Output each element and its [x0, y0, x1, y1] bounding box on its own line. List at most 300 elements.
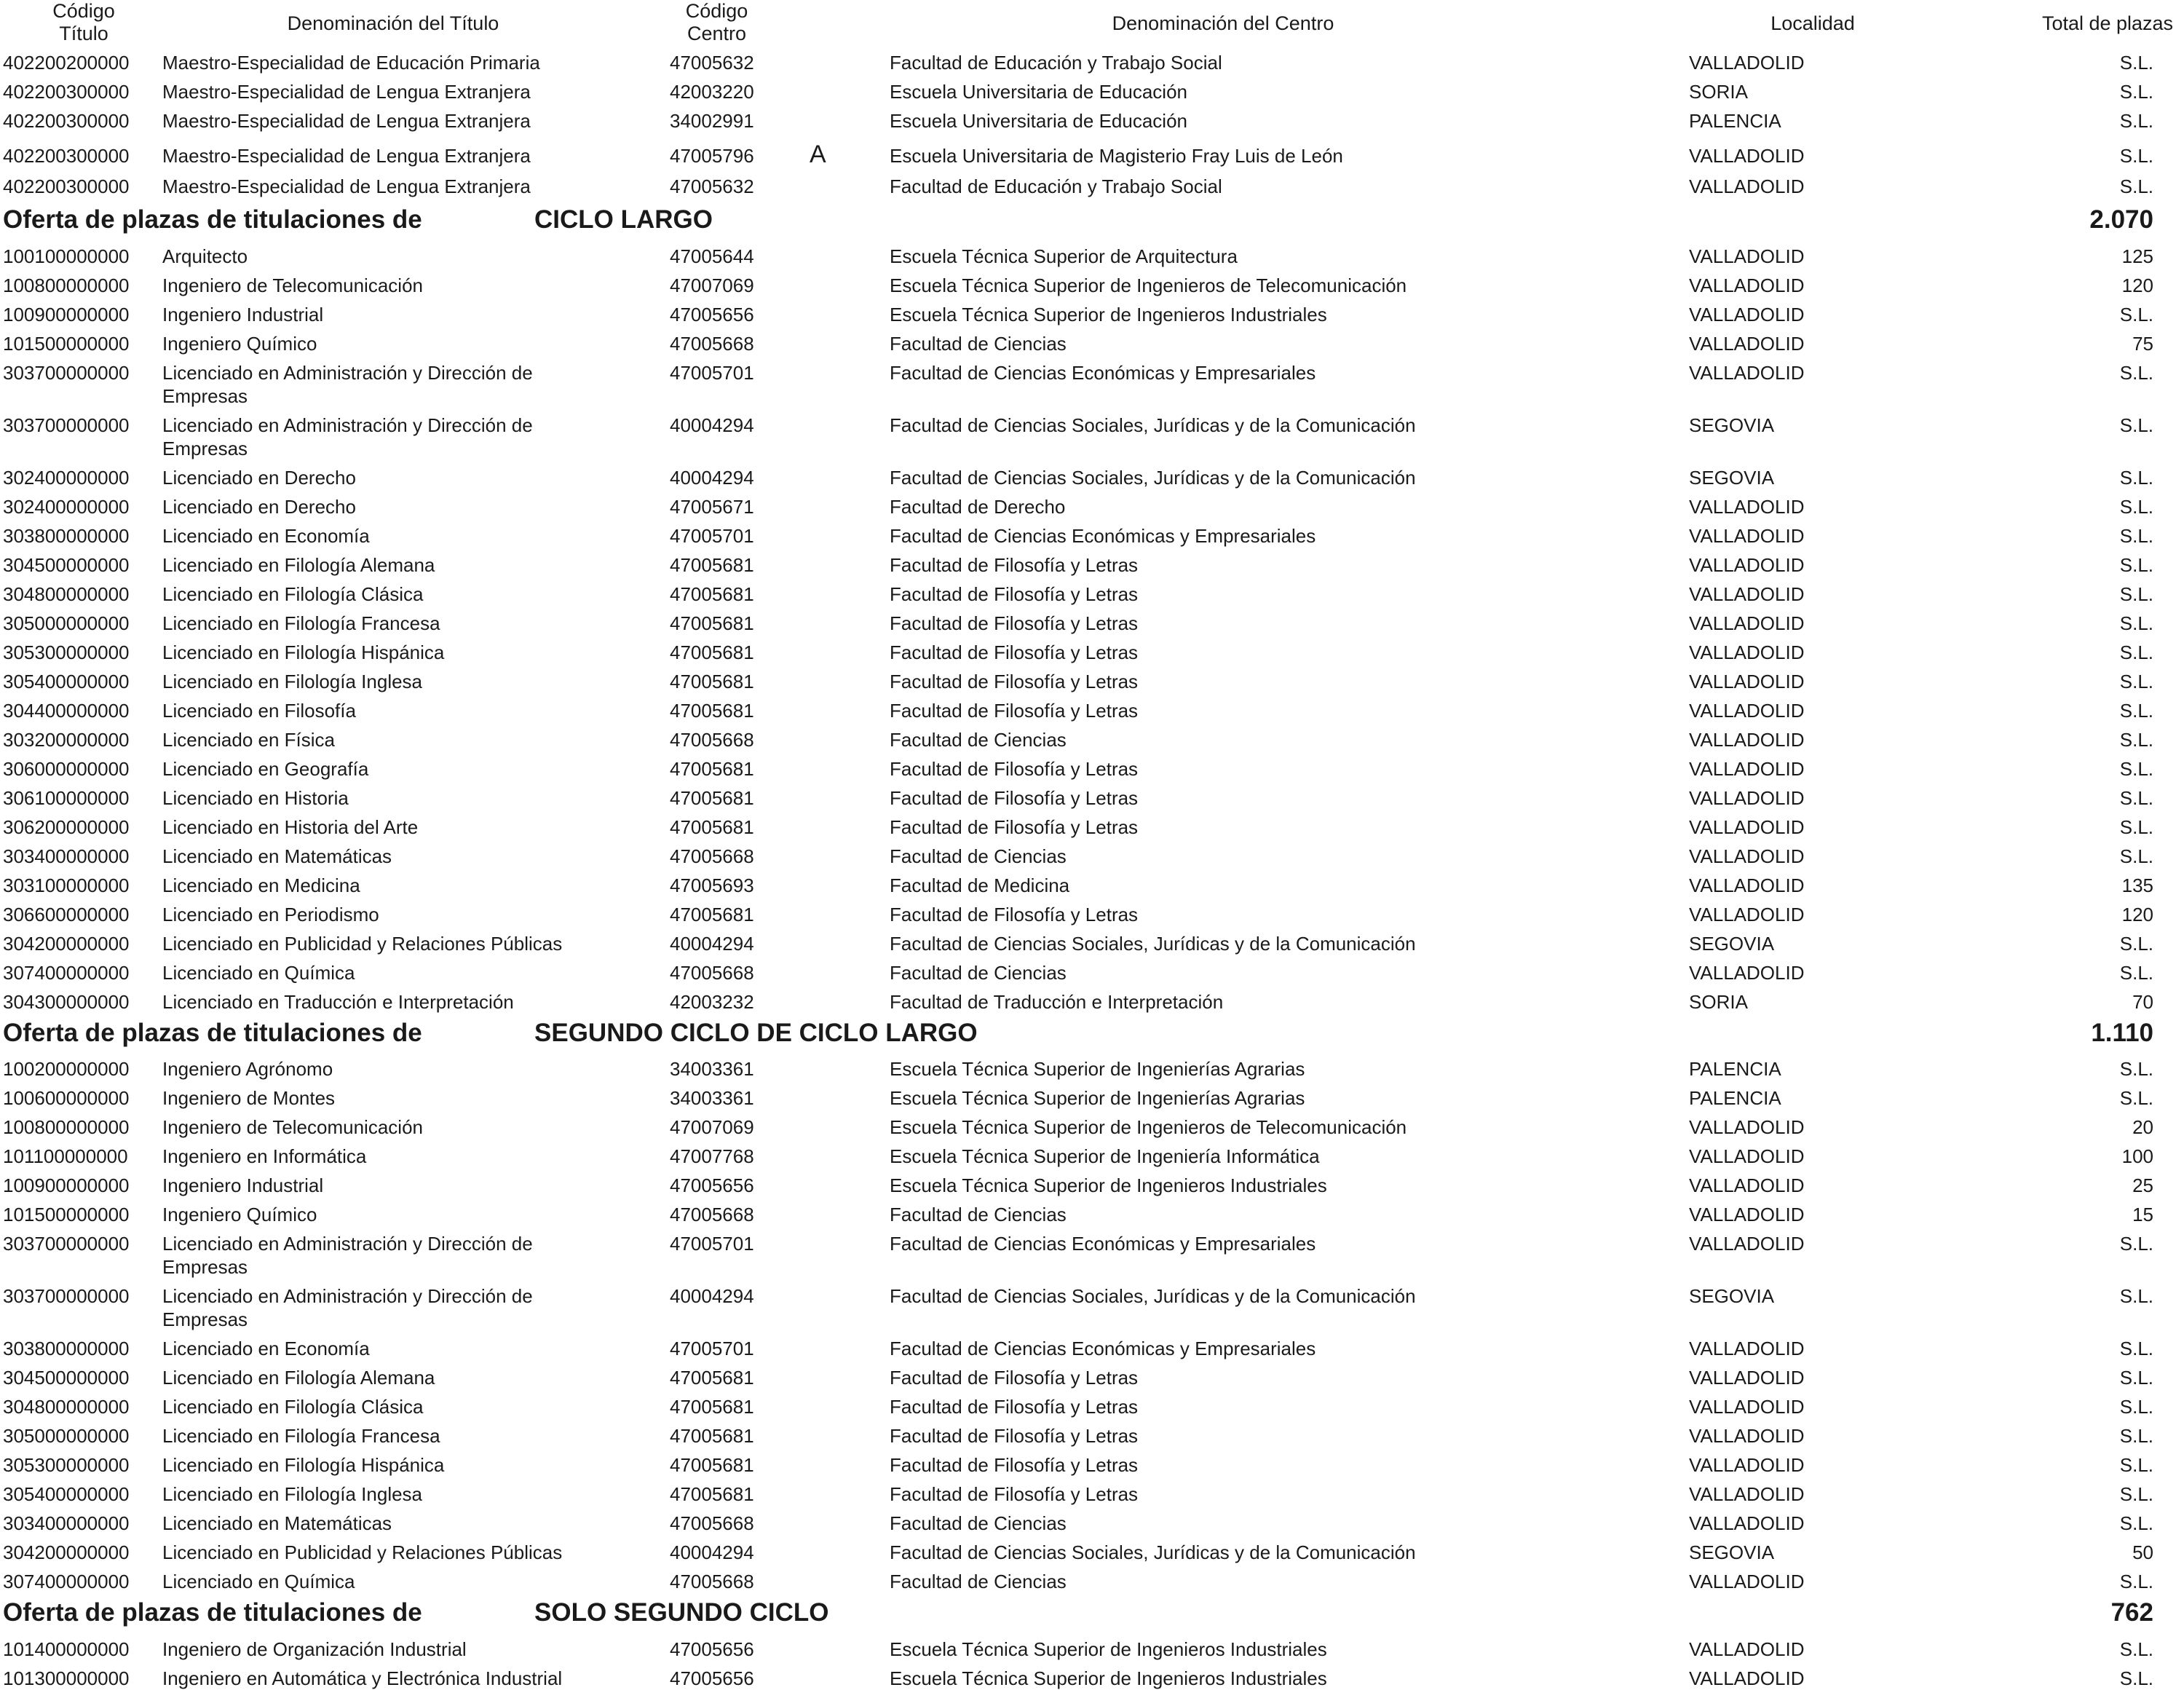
section-heading-type: SOLO SEGUNDO CICLO: [534, 1598, 829, 1627]
centro-name: Facultad de Ciencias: [890, 333, 1067, 355]
titulo-name: Licenciado en Historia del Arte: [162, 816, 419, 838]
titulo-code: 402200300000: [3, 175, 130, 197]
centro-code: 47005681: [670, 671, 754, 692]
centro-code: 34003361: [670, 1058, 754, 1080]
centro-code: 47005656: [670, 1174, 754, 1196]
titulo-name: Licenciado en Administración y Dirección de Empresas: [162, 414, 533, 459]
titulo-code: 303700000000: [3, 414, 130, 436]
locality: VALLADOLID: [1689, 729, 1805, 751]
centro-name: Facultad de Filosofía y Letras: [890, 904, 1139, 925]
total-plazas: S.L.: [2119, 1571, 2153, 1592]
centro-code: 47005668: [670, 1571, 754, 1592]
centro-name: Escuela Técnica Superior de Ingenierías Agrarias: [890, 1058, 1305, 1080]
titulo-name: Licenciado en Derecho: [162, 496, 356, 518]
titulo-code: 305400000000: [3, 671, 130, 692]
centro-name: Facultad de Filosofía y Letras: [890, 758, 1139, 780]
locality: VALLADOLID: [1689, 175, 1805, 197]
locality: VALLADOLID: [1689, 1396, 1805, 1418]
locality: VALLADOLID: [1689, 874, 1805, 896]
titulo-name: Licenciado en Química: [162, 1571, 355, 1592]
titulo-code: 101100000000: [3, 1145, 128, 1167]
locality: VALLADOLID: [1689, 362, 1805, 384]
centro-code: 42003232: [670, 991, 754, 1013]
centro-code: 47007069: [670, 1116, 754, 1138]
centro-name: Facultad de Ciencias Sociales, Jurídicas y de la Comunicación: [890, 467, 1416, 489]
titulo-name: Ingeniero Químico: [162, 333, 317, 355]
titulo-name: Ingeniero Agrónomo: [162, 1058, 333, 1080]
titulo-code: 303100000000: [3, 874, 130, 896]
centro-code: 47005681: [670, 1483, 754, 1505]
centro-name: Escuela Técnica Superior de Ingenieros Industriales: [890, 1638, 1327, 1660]
locality: VALLADOLID: [1689, 962, 1805, 984]
section-heading-total: 2.070: [2089, 205, 2153, 234]
total-plazas: S.L.: [2119, 671, 2153, 692]
titulo-name: Licenciado en Química: [162, 962, 355, 984]
centro-code: 47005681: [670, 787, 754, 809]
centro-code: 47005701: [670, 1338, 754, 1359]
titulo-code: 402200300000: [3, 145, 130, 167]
header-total-plazas: Total de plazas: [2041, 12, 2174, 34]
total-plazas: S.L.: [2119, 304, 2153, 325]
centro-name: Facultad de Ciencias: [890, 845, 1067, 867]
locality: VALLADOLID: [1689, 496, 1805, 518]
centro-name: Escuela Universitaria de Educación: [890, 110, 1187, 132]
locality: VALLADOLID: [1689, 245, 1805, 267]
titulo-code: 305300000000: [3, 1454, 130, 1476]
titulo-name: Ingeniero Industrial: [162, 304, 324, 325]
total-plazas: S.L.: [2119, 1512, 2153, 1534]
titulo-name: Ingeniero de Organización Industrial: [162, 1638, 467, 1660]
header-denominacion-centro: Denominación del Centro: [1112, 12, 1334, 34]
titulo-name: Licenciado en Historia: [162, 787, 349, 809]
total-plazas: S.L.: [2119, 933, 2153, 955]
centro-code: 40004294: [670, 933, 754, 955]
centro-code: 47005656: [670, 1638, 754, 1660]
centro-code: 47005668: [670, 962, 754, 984]
total-plazas: S.L.: [2119, 1425, 2153, 1447]
locality: VALLADOLID: [1689, 904, 1805, 925]
titulo-code: 101300000000: [3, 1667, 130, 1689]
centro-code: 47005681: [670, 758, 754, 780]
total-plazas: 125: [2121, 245, 2153, 267]
locality: SORIA: [1689, 81, 1748, 103]
locality: VALLADOLID: [1689, 52, 1805, 74]
titulo-code: 303200000000: [3, 729, 130, 751]
titulo-code: 306600000000: [3, 904, 130, 925]
titulo-code: 307400000000: [3, 1571, 130, 1592]
centro-name: Facultad de Filosofía y Letras: [890, 1396, 1139, 1418]
titulo-name: Licenciado en Geografía: [162, 758, 369, 780]
centro-name: Facultad de Filosofía y Letras: [890, 554, 1139, 576]
centro-name: Facultad de Filosofía y Letras: [890, 641, 1139, 663]
total-plazas: S.L.: [2119, 1667, 2153, 1689]
centro-name: Facultad de Ciencias: [890, 962, 1067, 984]
centro-name: Escuela Técnica Superior de Ingenieros Industriales: [890, 1174, 1327, 1196]
locality: VALLADOLID: [1689, 1425, 1805, 1447]
centro-code: 47005668: [670, 1512, 754, 1534]
total-plazas: 100: [2121, 1145, 2153, 1167]
locality: VALLADOLID: [1689, 1116, 1805, 1138]
titulo-name: Licenciado en Filosofía: [162, 700, 356, 722]
titulo-name: Licenciado en Economía: [162, 1338, 370, 1359]
titulo-name: Licenciado en Traducción e Interpretación: [162, 991, 514, 1013]
total-plazas: S.L.: [2119, 414, 2153, 436]
titulo-name: Licenciado en Física: [162, 729, 336, 751]
centro-name: Escuela Técnica Superior de Ingenieros de Telecomunicación: [890, 275, 1407, 296]
titulo-name: Maestro-Especialidad de Lengua Extranjera: [162, 145, 531, 167]
centro-code: 47005701: [670, 362, 754, 384]
locality: VALLADOLID: [1689, 1454, 1805, 1476]
centro-code: 47005796: [670, 145, 754, 167]
titulo-name: Licenciado en Publicidad y Relaciones Públicas: [162, 933, 563, 955]
titulo-code: 304500000000: [3, 554, 130, 576]
centro-name: Facultad de Filosofía y Letras: [890, 1425, 1139, 1447]
centro-name: Facultad de Ciencias Sociales, Jurídicas y de la Comunicación: [890, 1285, 1416, 1307]
titulo-code: 304300000000: [3, 991, 130, 1013]
centro-code: 47005668: [670, 1204, 754, 1225]
locality: VALLADOLID: [1689, 758, 1805, 780]
centro-code: 47007069: [670, 275, 754, 296]
centro-code: 47005681: [670, 1396, 754, 1418]
annotation-mark: A: [810, 141, 826, 168]
titulo-name: Maestro-Especialidad de Lengua Extranjera: [162, 110, 531, 132]
titulo-code: 305000000000: [3, 612, 130, 634]
total-plazas: 70: [2132, 991, 2153, 1013]
centro-name: Facultad de Traducción e Interpretación: [890, 991, 1224, 1013]
total-plazas: S.L.: [2119, 1396, 2153, 1418]
centro-code: 47005701: [670, 1233, 754, 1255]
titulo-name: Licenciado en Filología Inglesa: [162, 671, 423, 692]
total-plazas: S.L.: [2119, 1483, 2153, 1505]
total-plazas: S.L.: [2119, 816, 2153, 838]
locality: VALLADOLID: [1689, 145, 1805, 167]
centro-code: 47005681: [670, 1425, 754, 1447]
total-plazas: S.L.: [2119, 525, 2153, 547]
locality: SORIA: [1689, 991, 1748, 1013]
centro-code: 47005632: [670, 175, 754, 197]
total-plazas: 120: [2121, 904, 2153, 925]
locality: VALLADOLID: [1689, 816, 1805, 838]
titulo-code: 101500000000: [3, 1204, 130, 1225]
locality: VALLADOLID: [1689, 525, 1805, 547]
centro-name: Escuela Técnica Superior de Ingenieros Industriales: [890, 1667, 1327, 1689]
titulo-code: 304800000000: [3, 1396, 130, 1418]
section-heading-lead: Oferta de plazas de titulaciones de: [3, 1598, 422, 1627]
centro-name: Escuela Técnica Superior de Ingenieros de Telecomunicación: [890, 1116, 1407, 1138]
titulo-code: 100800000000: [3, 1116, 130, 1138]
centro-code: 47005632: [670, 52, 754, 74]
section-heading: [0, 1597, 2184, 1629]
total-plazas: S.L.: [2119, 1338, 2153, 1359]
centro-name: Facultad de Filosofía y Letras: [890, 612, 1139, 634]
total-plazas: 120: [2121, 275, 2153, 296]
total-plazas: S.L.: [2119, 554, 2153, 576]
titulo-code: 303700000000: [3, 362, 130, 384]
titulo-name: Licenciado en Matemáticas: [162, 1512, 392, 1534]
titulo-code: 304500000000: [3, 1367, 130, 1389]
titulo-code: 100900000000: [3, 1174, 130, 1196]
centro-name: Escuela Universitaria de Educación: [890, 81, 1187, 103]
section-heading: [0, 204, 2184, 236]
titulo-name: Licenciado en Filología Hispánica: [162, 1454, 445, 1476]
total-plazas: S.L.: [2119, 145, 2153, 167]
titulo-code: 302400000000: [3, 496, 130, 518]
section-heading: [0, 1017, 2184, 1049]
total-plazas: S.L.: [2119, 467, 2153, 489]
titulo-code: 304200000000: [3, 1541, 130, 1563]
titulo-name: Ingeniero Industrial: [162, 1174, 324, 1196]
locality: PALENCIA: [1689, 1058, 1781, 1080]
centro-code: 47005668: [670, 845, 754, 867]
titulo-name: Licenciado en Filología Clásica: [162, 583, 424, 605]
centro-name: Facultad de Filosofía y Letras: [890, 1367, 1139, 1389]
centro-code: 34003361: [670, 1087, 754, 1109]
titulo-name: Ingeniero en Automática y Electrónica Industrial: [162, 1667, 563, 1689]
titulo-name: Licenciado en Periodismo: [162, 904, 379, 925]
titulo-code: 402200300000: [3, 110, 130, 132]
centro-name: Facultad de Filosofía y Letras: [890, 583, 1139, 605]
titulo-code: 303700000000: [3, 1233, 130, 1255]
centro-name: Facultad de Ciencias Económicas y Empresariales: [890, 525, 1316, 547]
total-plazas: S.L.: [2119, 1638, 2153, 1660]
titulo-code: 402200200000: [3, 52, 130, 74]
centro-code: 47005681: [670, 583, 754, 605]
locality: VALLADOLID: [1689, 787, 1805, 809]
section-heading-total: 1.110: [2091, 1019, 2153, 1047]
locality: VALLADOLID: [1689, 333, 1805, 355]
titulo-name: Ingeniero de Telecomunicación: [162, 275, 423, 296]
total-plazas: S.L.: [2119, 81, 2153, 103]
titulo-code: 101500000000: [3, 333, 130, 355]
titulo-name: Licenciado en Administración y Dirección de Empresas: [162, 362, 533, 407]
titulo-name: Licenciado en Filología Hispánica: [162, 641, 445, 663]
centro-name: Escuela Técnica Superior de Ingenierías Agrarias: [890, 1087, 1305, 1109]
centro-name: Facultad de Derecho: [890, 496, 1066, 518]
total-plazas: S.L.: [2119, 700, 2153, 722]
centro-code: 47007768: [670, 1145, 754, 1167]
centro-code: 34002991: [670, 110, 754, 132]
centro-name: Escuela Técnica Superior de Arquitectura: [890, 245, 1238, 267]
titulo-code: 303800000000: [3, 1338, 130, 1359]
header-localidad: Localidad: [1770, 12, 1855, 34]
total-plazas: 15: [2132, 1204, 2153, 1225]
total-plazas: 135: [2121, 874, 2153, 896]
titulo-name: Licenciado en Filología Alemana: [162, 1367, 435, 1389]
total-plazas: S.L.: [2119, 729, 2153, 751]
centro-name: Facultad de Ciencias: [890, 1204, 1067, 1225]
centro-name: Escuela Universitaria de Magisterio Fray Luis de León: [890, 145, 1343, 167]
total-plazas: S.L.: [2119, 1454, 2153, 1476]
total-plazas: S.L.: [2119, 175, 2153, 197]
centro-name: Facultad de Filosofía y Letras: [890, 700, 1139, 722]
titulo-code: 100600000000: [3, 1087, 130, 1109]
centro-name: Facultad de Ciencias Sociales, Jurídicas y de la Comunicación: [890, 933, 1416, 955]
centro-code: 40004294: [670, 1541, 754, 1563]
locality: VALLADOLID: [1689, 1174, 1805, 1196]
total-plazas: S.L.: [2119, 110, 2153, 132]
locality: VALLADOLID: [1689, 1571, 1805, 1592]
section-heading-lead: Oferta de plazas de titulaciones de: [3, 1019, 422, 1047]
titulo-code: 100800000000: [3, 275, 130, 296]
titulo-code: 100100000000: [3, 245, 130, 267]
locality: VALLADOLID: [1689, 845, 1805, 867]
locality: VALLADOLID: [1689, 1638, 1805, 1660]
total-plazas: S.L.: [2119, 1285, 2153, 1307]
total-plazas: S.L.: [2119, 962, 2153, 984]
centro-name: Facultad de Educación y Trabajo Social: [890, 175, 1222, 197]
titulo-name: Maestro-Especialidad de Educación Primaria: [162, 52, 540, 74]
section-heading-lead: Oferta de plazas de titulaciones de: [3, 205, 422, 234]
total-plazas: S.L.: [2119, 1367, 2153, 1389]
total-plazas: S.L.: [2119, 641, 2153, 663]
centro-code: 40004294: [670, 414, 754, 436]
titulo-code: 306000000000: [3, 758, 130, 780]
locality: VALLADOLID: [1689, 275, 1805, 296]
locality: SEGOVIA: [1689, 1541, 1775, 1563]
locality: VALLADOLID: [1689, 612, 1805, 634]
titulo-name: Licenciado en Administración y Dirección de Empresas: [162, 1285, 533, 1330]
titulo-code: 306100000000: [3, 787, 130, 809]
titulo-code: 100900000000: [3, 304, 130, 325]
total-plazas: 75: [2132, 333, 2153, 355]
titulo-name: Licenciado en Filología Clásica: [162, 1396, 424, 1418]
centro-code: 47005668: [670, 729, 754, 751]
titulo-name: Licenciado en Filología Francesa: [162, 612, 440, 634]
locality: SEGOVIA: [1689, 414, 1775, 436]
section-heading-type: CICLO LARGO: [534, 205, 713, 234]
total-plazas: 25: [2132, 1174, 2153, 1196]
titulo-code: 303400000000: [3, 845, 130, 867]
titulo-code: 101400000000: [3, 1638, 130, 1660]
centro-name: Facultad de Filosofía y Letras: [890, 1454, 1139, 1476]
locality: VALLADOLID: [1689, 583, 1805, 605]
centro-code: 47005671: [670, 496, 754, 518]
centro-code: 47005681: [670, 612, 754, 634]
centro-code: 40004294: [670, 467, 754, 489]
titulo-code: 305400000000: [3, 1483, 130, 1505]
centro-name: Facultad de Ciencias Sociales, Jurídicas y de la Comunicación: [890, 414, 1416, 436]
locality: VALLADOLID: [1689, 304, 1805, 325]
titulo-code: 302400000000: [3, 467, 130, 489]
locality: PALENCIA: [1689, 110, 1781, 132]
titulo-name: Licenciado en Filología Alemana: [162, 554, 435, 576]
total-plazas: S.L.: [2119, 496, 2153, 518]
centro-name: Facultad de Ciencias Económicas y Empresariales: [890, 362, 1316, 384]
total-plazas: 50: [2132, 1541, 2153, 1563]
total-plazas: S.L.: [2119, 1058, 2153, 1080]
titulo-code: 402200300000: [3, 81, 130, 103]
total-plazas: S.L.: [2119, 1233, 2153, 1255]
titulo-name: Maestro-Especialidad de Lengua Extranjera: [162, 175, 531, 197]
locality: VALLADOLID: [1689, 700, 1805, 722]
titulo-name: Ingeniero Químico: [162, 1204, 317, 1225]
header-codigo-centro: Código Centro: [685, 0, 748, 44]
locality: VALLADOLID: [1689, 641, 1805, 663]
titulo-code: 303400000000: [3, 1512, 130, 1534]
centro-code: 47005644: [670, 245, 754, 267]
centro-code: 47005701: [670, 525, 754, 547]
centro-name: Facultad de Filosofía y Letras: [890, 816, 1139, 838]
locality: VALLADOLID: [1689, 1483, 1805, 1505]
section-heading-total: 762: [2110, 1598, 2153, 1627]
centro-code: 42003220: [670, 81, 754, 103]
titulo-name: Arquitecto: [162, 245, 248, 267]
titulo-name: Maestro-Especialidad de Lengua Extranjera: [162, 81, 531, 103]
titulo-code: 305300000000: [3, 641, 130, 663]
locality: VALLADOLID: [1689, 1338, 1805, 1359]
centro-name: Facultad de Ciencias: [890, 729, 1067, 751]
centro-code: 47005681: [670, 700, 754, 722]
locality: VALLADOLID: [1689, 554, 1805, 576]
centro-name: Facultad de Filosofía y Letras: [890, 1483, 1139, 1505]
total-plazas: S.L.: [2119, 362, 2153, 384]
locality: SEGOVIA: [1689, 467, 1775, 489]
locality: VALLADOLID: [1689, 671, 1805, 692]
centro-name: Facultad de Filosofía y Letras: [890, 671, 1139, 692]
centro-code: 47005681: [670, 1454, 754, 1476]
centro-code: 47005681: [670, 641, 754, 663]
titulo-name: Ingeniero de Montes: [162, 1087, 336, 1109]
titulo-code: 307400000000: [3, 962, 130, 984]
centro-code: 47005668: [670, 333, 754, 355]
total-plazas: S.L.: [2119, 52, 2153, 74]
centro-code: 47005681: [670, 1367, 754, 1389]
centro-code: 47005681: [670, 904, 754, 925]
titulo-name: Licenciado en Administración y Dirección de Empresas: [162, 1233, 533, 1278]
titulo-name: Licenciado en Economía: [162, 525, 370, 547]
centro-code: 47005693: [670, 874, 754, 896]
locality: VALLADOLID: [1689, 1204, 1805, 1225]
centro-name: Facultad de Ciencias Sociales, Jurídicas y de la Comunicación: [890, 1541, 1416, 1563]
locality: SEGOVIA: [1689, 1285, 1775, 1307]
locality: VALLADOLID: [1689, 1512, 1805, 1534]
titulo-code: 306200000000: [3, 816, 130, 838]
header-denominacion-titulo: Denominación del Título: [287, 12, 499, 34]
titulo-name: Licenciado en Matemáticas: [162, 845, 392, 867]
titulo-code: 303800000000: [3, 525, 130, 547]
total-plazas: S.L.: [2119, 845, 2153, 867]
locality: VALLADOLID: [1689, 1667, 1805, 1689]
titulo-name: Licenciado en Medicina: [162, 874, 360, 896]
centro-name: Escuela Técnica Superior de Ingenieros Industriales: [890, 304, 1327, 325]
centro-name: Facultad de Ciencias: [890, 1512, 1067, 1534]
centro-name: Facultad de Ciencias Económicas y Empresariales: [890, 1233, 1316, 1255]
total-plazas: 20: [2132, 1116, 2153, 1138]
locality: VALLADOLID: [1689, 1233, 1805, 1255]
titulo-name: Licenciado en Filología Inglesa: [162, 1483, 423, 1505]
locality: SEGOVIA: [1689, 933, 1775, 955]
locality: VALLADOLID: [1689, 1367, 1805, 1389]
titulo-code: 304200000000: [3, 933, 130, 955]
titulo-code: 305000000000: [3, 1425, 130, 1447]
centro-name: Facultad de Ciencias: [890, 1571, 1067, 1592]
titulo-name: Licenciado en Filología Francesa: [162, 1425, 440, 1447]
locality: PALENCIA: [1689, 1087, 1781, 1109]
centro-name: Facultad de Ciencias Económicas y Empresariales: [890, 1338, 1316, 1359]
centro-code: 47005656: [670, 304, 754, 325]
titulo-name: Licenciado en Publicidad y Relaciones Públicas: [162, 1541, 563, 1563]
titulo-name: Ingeniero en Informática: [162, 1145, 367, 1167]
titulo-code: 100200000000: [3, 1058, 130, 1080]
total-plazas: S.L.: [2119, 1087, 2153, 1109]
header-codigo-titulo: Código Título: [52, 0, 115, 44]
centro-code: 47005681: [670, 816, 754, 838]
titulo-code: 303700000000: [3, 1285, 130, 1307]
titulo-code: 304800000000: [3, 583, 130, 605]
centro-name: Escuela Técnica Superior de Ingeniería Informática: [890, 1145, 1320, 1167]
total-plazas: S.L.: [2119, 758, 2153, 780]
total-plazas: S.L.: [2119, 787, 2153, 809]
